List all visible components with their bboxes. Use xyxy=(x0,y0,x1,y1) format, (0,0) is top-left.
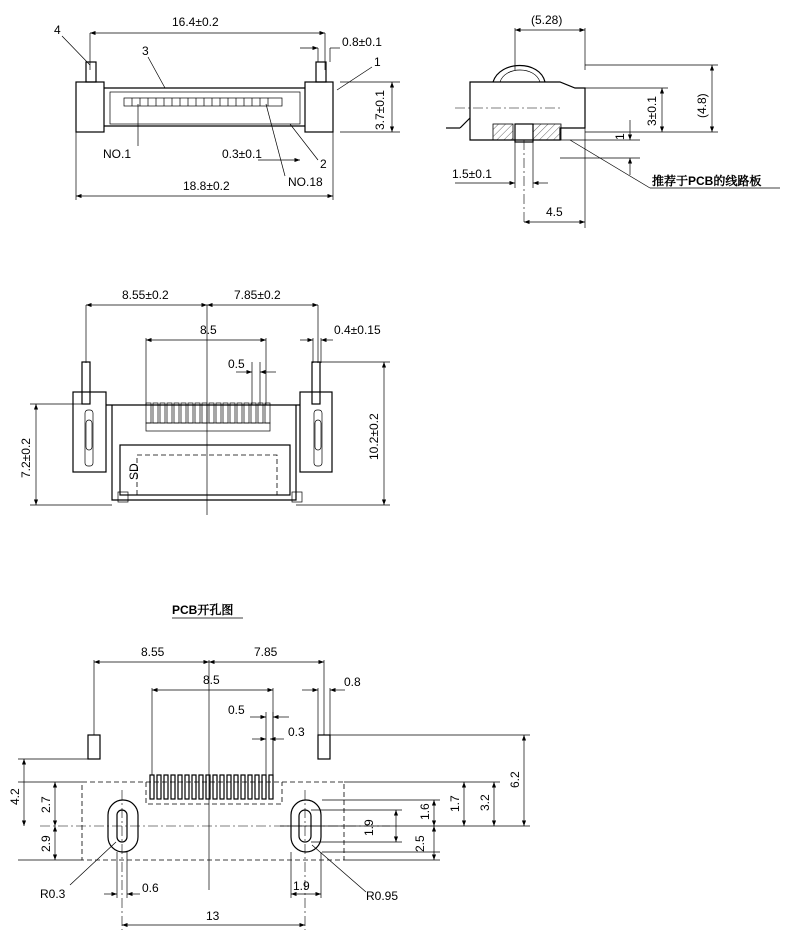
callout-1: 1 xyxy=(374,55,381,69)
dim-05-label: 0.5 xyxy=(228,357,245,371)
pcb-dim-25: 2.5 xyxy=(413,835,427,852)
pcb-dim-05: 0.5 xyxy=(228,703,245,717)
pcb-title: PCB开孔图 xyxy=(172,603,234,617)
dim-48-label: (4.8) xyxy=(695,93,709,118)
pcb-note-label: 推荐于PCB的线路板 xyxy=(652,174,762,188)
pcb-dim-62: 6.2 xyxy=(508,771,522,788)
label-no18: NO.18 xyxy=(288,175,323,189)
callout-2: 2 xyxy=(320,157,327,171)
top-pin-row xyxy=(132,98,268,106)
pcb-dim-785: 7.85 xyxy=(254,645,278,659)
sd-label: SD xyxy=(127,463,141,480)
pcb-dim-r095: R0.95 xyxy=(366,889,399,903)
dim-pitch-label: 0.3±0.1 xyxy=(222,147,262,161)
pcb-layout xyxy=(8,602,530,930)
bottom-view xyxy=(19,288,390,515)
label-no1: NO.1 xyxy=(103,147,132,161)
dim-height-label: 3.7±0.1 xyxy=(373,90,387,130)
bottom-pin-row xyxy=(146,403,270,423)
dim-528-label: (5.28) xyxy=(531,13,563,27)
top-view xyxy=(54,15,400,200)
dim-15-label: 1.5±0.1 xyxy=(452,167,492,181)
pcb-dim-19: 1.9 xyxy=(362,819,376,836)
dim-width-label: 16.4±0.2 xyxy=(172,15,219,29)
pcb-dim-855: 8.55 xyxy=(141,645,165,659)
dim-45-label: 4.5 xyxy=(546,205,563,219)
dim-855-label: 8.55±0.2 xyxy=(122,288,169,302)
pcb-dim-17: 1.7 xyxy=(448,795,462,812)
pcb-dim-08: 0.8 xyxy=(344,675,361,689)
pcb-dim-27: 2.7 xyxy=(39,796,53,813)
side-view xyxy=(446,13,780,228)
dim-72-label: 7.2±0.2 xyxy=(19,438,33,478)
pcb-pad-row xyxy=(150,775,273,799)
dim-3-label: 3±0.1 xyxy=(645,96,659,126)
pcb-dim-r03: R0.3 xyxy=(40,887,66,901)
pcb-dim-29: 2.9 xyxy=(39,835,53,852)
dim-85-label: 8.5 xyxy=(200,323,217,337)
pcb-dim-03: 0.3 xyxy=(288,725,305,739)
pcb-dim-16: 1.6 xyxy=(418,803,432,820)
dim-102-label: 10.2±0.2 xyxy=(367,413,381,460)
pcb-dim-13: 13 xyxy=(206,909,220,923)
pcb-dim-32: 3.2 xyxy=(478,794,492,811)
pcb-dim-19b: 1.9 xyxy=(293,879,310,893)
dim-785-label: 7.85±0.2 xyxy=(234,288,281,302)
callout-4: 4 xyxy=(54,23,61,37)
callout-3: 3 xyxy=(142,44,149,58)
dim-pin-width-label: 0.8±0.1 xyxy=(342,35,382,49)
dim-1-label: 1 xyxy=(613,133,627,140)
pcb-dim-42: 4.2 xyxy=(8,788,22,805)
pcb-dim-06: 0.6 xyxy=(142,881,159,895)
dim-04-label: 0.4±0.15 xyxy=(334,323,381,337)
pcb-dim-85: 8.5 xyxy=(203,673,220,687)
dim-total-label: 18.8±0.2 xyxy=(183,179,230,193)
